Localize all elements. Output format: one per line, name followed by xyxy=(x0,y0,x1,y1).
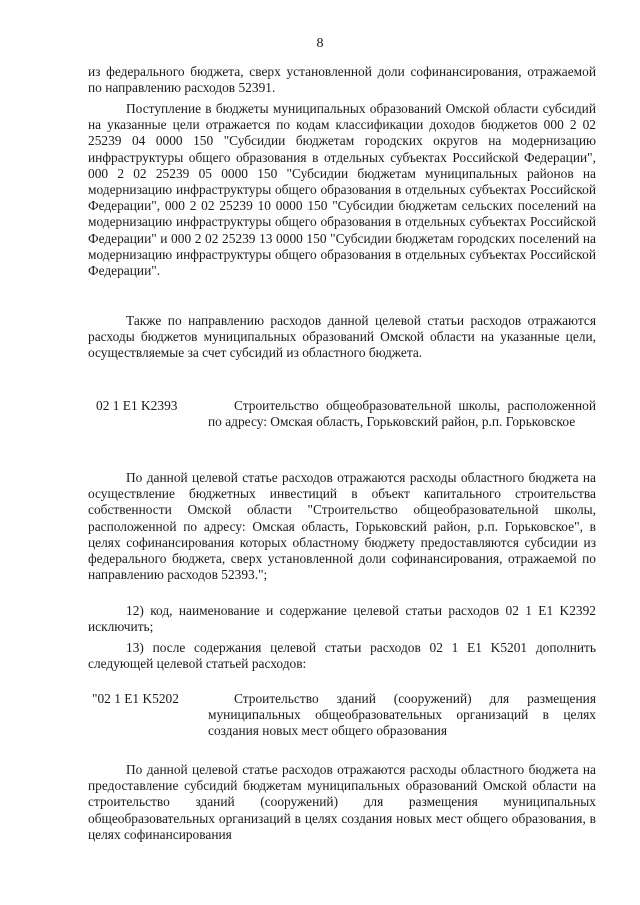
paragraph-continuation: из федерального бюджета, сверх установленной доли софинансирования, отражаемой по направлению расходов 52391. xyxy=(88,64,596,96)
article-title: Строительство общеобразовательной школы, расположенной по адресу: Омская область, Горьковский район, р.п. Горьковское xyxy=(208,398,596,430)
paragraph-k5202-description: По данной целевой статье расходов отражаются расходы областного бюджета на предоставление субсидий бюджетам муниципальных образований Омской области на строительство зданий (сооружений) для размещения муниципальных общеобразовательных организаций в целях создания новых мест общего образования, в целях софинансирования xyxy=(88,762,596,842)
paragraph-revenue-codes: Поступление в бюджеты муниципальных образований Омской области субсидий на указанные цели отражается по кодам классификации доходов бюджетов 000 2 02 25239 04 0000 150 "Субсидии бюджетам городских округов на модернизацию инфраструктуры общего образования в отдельных субъектах Российской Федерации", 000 2 02 25239 05 0000 150 "Субсидии бюджетам муниципальных районов на модернизацию инфраструктуры общего образования в отдельных субъектах Российской Федерации", 000 2 02 25239 10 0000 150 "Субсидии бюджетам сельских поселений на модернизацию инфраструктуры общего образования в отдельных субъектах Российской Федерации" и 000 2 02 25239 13 0000 150 "Субсидии бюджетам городских поселений на модернизацию инфраструктуры общего образования в отдельных субъектах Российской Федерации". xyxy=(88,101,596,279)
article-code: 02 1 E1 K2393 xyxy=(96,398,178,413)
article-code: "02 1 E1 K5202 xyxy=(92,691,179,706)
paragraph-k2393-description: По данной целевой статье расходов отражаются расходы областного бюджета на осуществление бюджетных инвестиций в объект капитального строительства собственности Омской области "Строительство общеобразовательной школы, расположенной по адресу: Омская область, Горьковский район, р.п. Горьковское", в целях софинансирования которых областному бюджету предоставляются субсидии из федерального бюджета, сверх установленной доли софинансирования, отражаемой по направлению расходов 52393."; xyxy=(88,470,596,583)
paragraph-item-13: 13) после содержания целевой статьи расходов 02 1 E1 K5201 дополнить следующей целевой статьей расходов: xyxy=(88,640,596,672)
paragraph-item-12: 12) код, наименование и содержание целевой статьи расходов 02 1 E1 K2392 исключить; xyxy=(88,603,596,635)
article-title: Строительство зданий (сооружений) для размещения муниципальных общеобразовательных организаций в целях создания новых мест общего образования xyxy=(208,691,596,739)
paragraph-municipal-expenses: Также по направлению расходов данной целевой статьи расходов отражаются расходы бюджетов муниципальных образований Омской области на указанные цели, осуществляемые за счет субсидий из областного бюджета. xyxy=(88,313,596,361)
page-number: 8 xyxy=(316,36,324,51)
